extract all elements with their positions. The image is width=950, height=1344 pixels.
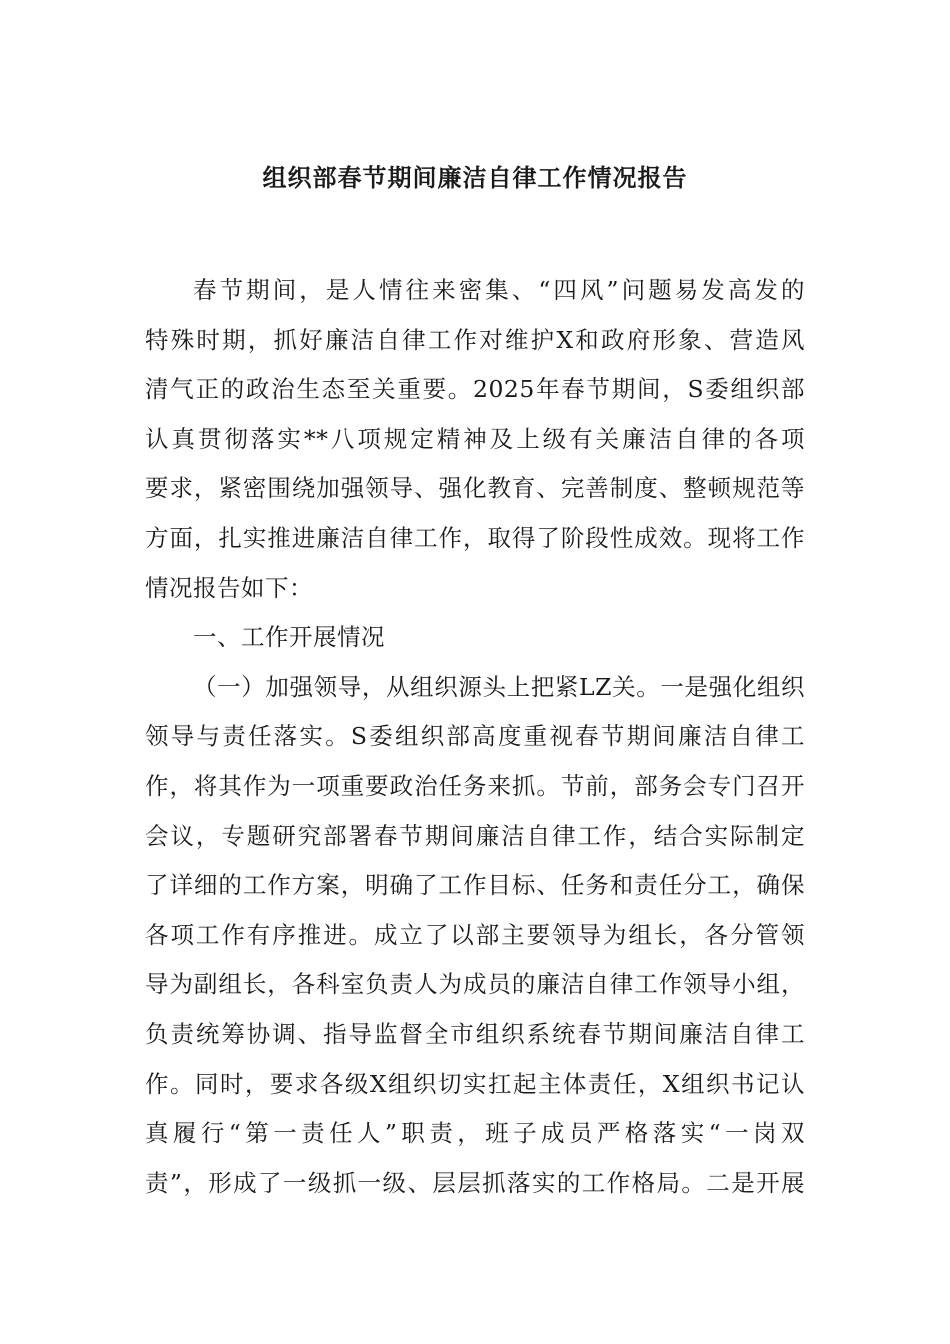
paragraph-line: 领导与责任落实。S委组织部高度重视春节期间廉洁自律工: [145, 722, 805, 751]
paragraph-line: 方面，扎实推进廉洁自律工作，取得了阶段性成效。现将工作: [145, 523, 805, 552]
paragraph-line: 负责统筹协调、指导监督全市组织系统春节期间廉洁自律工: [145, 1019, 805, 1048]
paragraph-line: 了详细的工作方案，明确了工作目标、任务和责任分工，确保: [145, 871, 805, 900]
paragraph-line: 特殊时期，抓好廉洁自律工作对维护X和政府形象、营造风: [145, 325, 805, 354]
paragraph-line: 责”，形成了一级抓一级、层层抓落实的工作格局。二是开展: [145, 1168, 805, 1197]
paragraph-line: 会议，专题研究部署春节期间廉洁自律工作，结合实际制定: [145, 821, 805, 850]
paragraph-line: 真履行“第一责任人”职责，班子成员严格落实“一岗双: [145, 1119, 805, 1148]
paragraph-line: 作，将其作为一项重要政治任务来抓。节前，部务会专门召开: [145, 771, 805, 800]
paragraph-line: 清气正的政治生态至关重要。2025年春节期间，S委组织部: [145, 375, 805, 404]
paragraph-line: 导为副组长，各科室负责人为成员的廉洁自律工作领导小组，: [145, 970, 805, 999]
paragraph-line: 各项工作有序推进。成立了以部主要领导为组长，各分管领: [145, 920, 805, 949]
paragraph-line: 春节期间，是人情往来密集、“四风”问题易发高发的: [193, 276, 805, 304]
paragraph-line: 认真贯彻落实**八项规定精神及上级有关廉洁自律的各项: [145, 424, 805, 453]
paragraph-line: 要求，紧密围绕加强领导、强化教育、完善制度、整顿规范等: [145, 474, 805, 503]
section-heading: 一、工作开展情况: [193, 623, 385, 652]
paragraph-line: 作。同时，要求各级X组织切实扛起主体责任，X组织书记认: [145, 1069, 805, 1098]
paragraph-line: 情况报告如下：: [145, 573, 313, 602]
document-body: [145, 266, 805, 1208]
paragraph-line: （一）加强领导，从组织源头上把紧LZ关。一是强化组织: [193, 672, 805, 701]
document-title: 组织部春节期间廉洁自律工作情况报告: [262, 163, 688, 192]
